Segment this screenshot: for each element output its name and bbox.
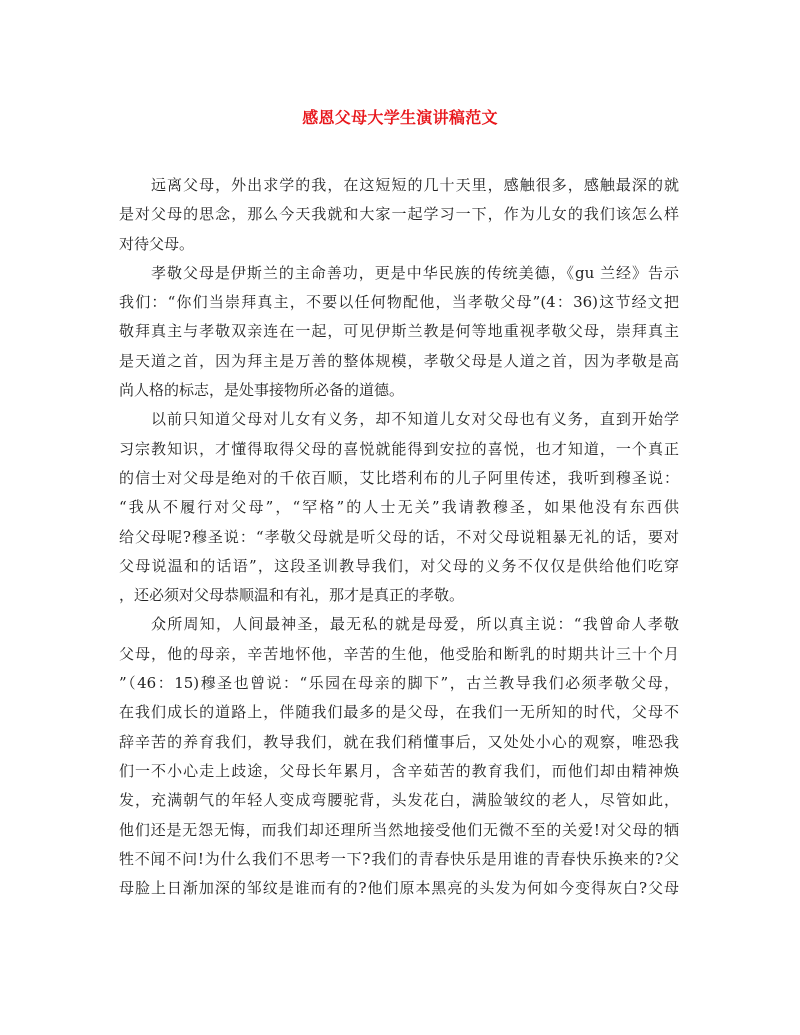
text-line: 辞辛苦的养育我们，教导我们，就在我们稍懂事后，又处处小心的观察，唯恐我	[119, 732, 679, 751]
text-line: 是对父母的思念，那么今天我就和大家一起学习一下，作为儿女的我们该怎么样	[119, 205, 679, 224]
text-line: 在我们成长的道路上，伴随我们最多的是父母，在我们一无所知的时代，父母不	[119, 703, 679, 722]
text-line: 尚人格的标志，是处事接物所必备的道德。	[119, 381, 405, 400]
text-line: 我们：“你们当崇拜真主，不要以任何物配他，当孝敬父母”(4：36)这节经文把	[119, 293, 679, 312]
text-line: ”（46：15)穆圣也曾说：“乐园在母亲的脚下”，古兰教导我们必须孝敬父母，	[119, 674, 679, 693]
text-line: 的信士对父母是绝对的千依百顺，艾比塔利布的儿子阿里传述，我听到穆圣说：	[119, 468, 679, 487]
paragraph-4	[119, 610, 679, 903]
text-line: 对待父母。	[119, 234, 195, 253]
text-line: 父母说温和的话语”，这段圣训教导我们，对父母的义务不仅仅是供给他们吃穿	[119, 556, 679, 575]
paragraph-3	[119, 405, 679, 610]
paragraph-2	[119, 259, 679, 405]
text-line: 孝敬父母是伊斯兰的主命善功，更是中华民族的传统美德，《gu 兰经》告示	[151, 263, 679, 282]
text-line: 以前只知道父母对儿女有义务，却不知道儿女对父母也有义务，直到开始学	[151, 410, 679, 429]
text-line: 母脸上日渐加深的邹纹是谁而有的?他们原本黑亮的头发为何如今变得灰白?父母	[119, 879, 679, 898]
text-line: 牲不闻不问!为什么我们不思考一下?我们的青春快乐是用谁的青春快乐换来的?父	[119, 849, 679, 868]
paragraph-1	[119, 171, 679, 259]
text-line: 众所周知，人间最神圣，最无私的就是母爱，所以真主说：“我曾命人孝敬	[151, 615, 679, 634]
text-line: “我从不履行对父母”，“罕格”的人士无关”我请教穆圣，如果他没有东西供	[119, 498, 679, 517]
text-line: 敬拜真主与孝敬双亲连在一起，可见伊斯兰教是何等地重视孝敬父母，崇拜真主	[119, 322, 679, 341]
text-line: 给父母呢?穆圣说：“孝敬父母就是听父母的话，不对父母说粗暴无礼的话，要对	[119, 527, 679, 546]
text-line: 远离父母，外出求学的我，在这短短的几十天里，感触很多，感触最深的就	[151, 176, 679, 194]
text-line: 父母，他的母亲，辛苦地怀他，辛苦的生他，他受胎和断乳的时期共计三十个月	[119, 644, 679, 663]
text-line: 他们还是无怨无悔，而我们却还理所当然地接受他们无微不至的关爱!对父母的牺	[119, 820, 679, 839]
text-line: 习宗教知识，才懂得取得父母的喜悦就能得到安拉的喜悦，也才知道，一个真正	[119, 439, 679, 458]
text-line: 们一不小心走上歧途，父母长年累月，含辛茹苦的教育我们，而他们却由精神焕	[119, 761, 679, 780]
text-line: ，还必须对父母恭顺温和有礼，那才是真正的孝敬。	[119, 586, 465, 605]
text-line: 是天道之首，因为拜主是万善的整体规模，孝敬父母是人道之首，因为孝敬是高	[119, 351, 679, 370]
text-line: 发，充满朝气的年轻人变成弯腰驼背，头发花白，满脸皱纹的老人，尽管如此，	[119, 791, 679, 810]
document-title: 感恩父母大学生演讲稿范文	[302, 108, 498, 127]
document-body	[119, 171, 679, 903]
